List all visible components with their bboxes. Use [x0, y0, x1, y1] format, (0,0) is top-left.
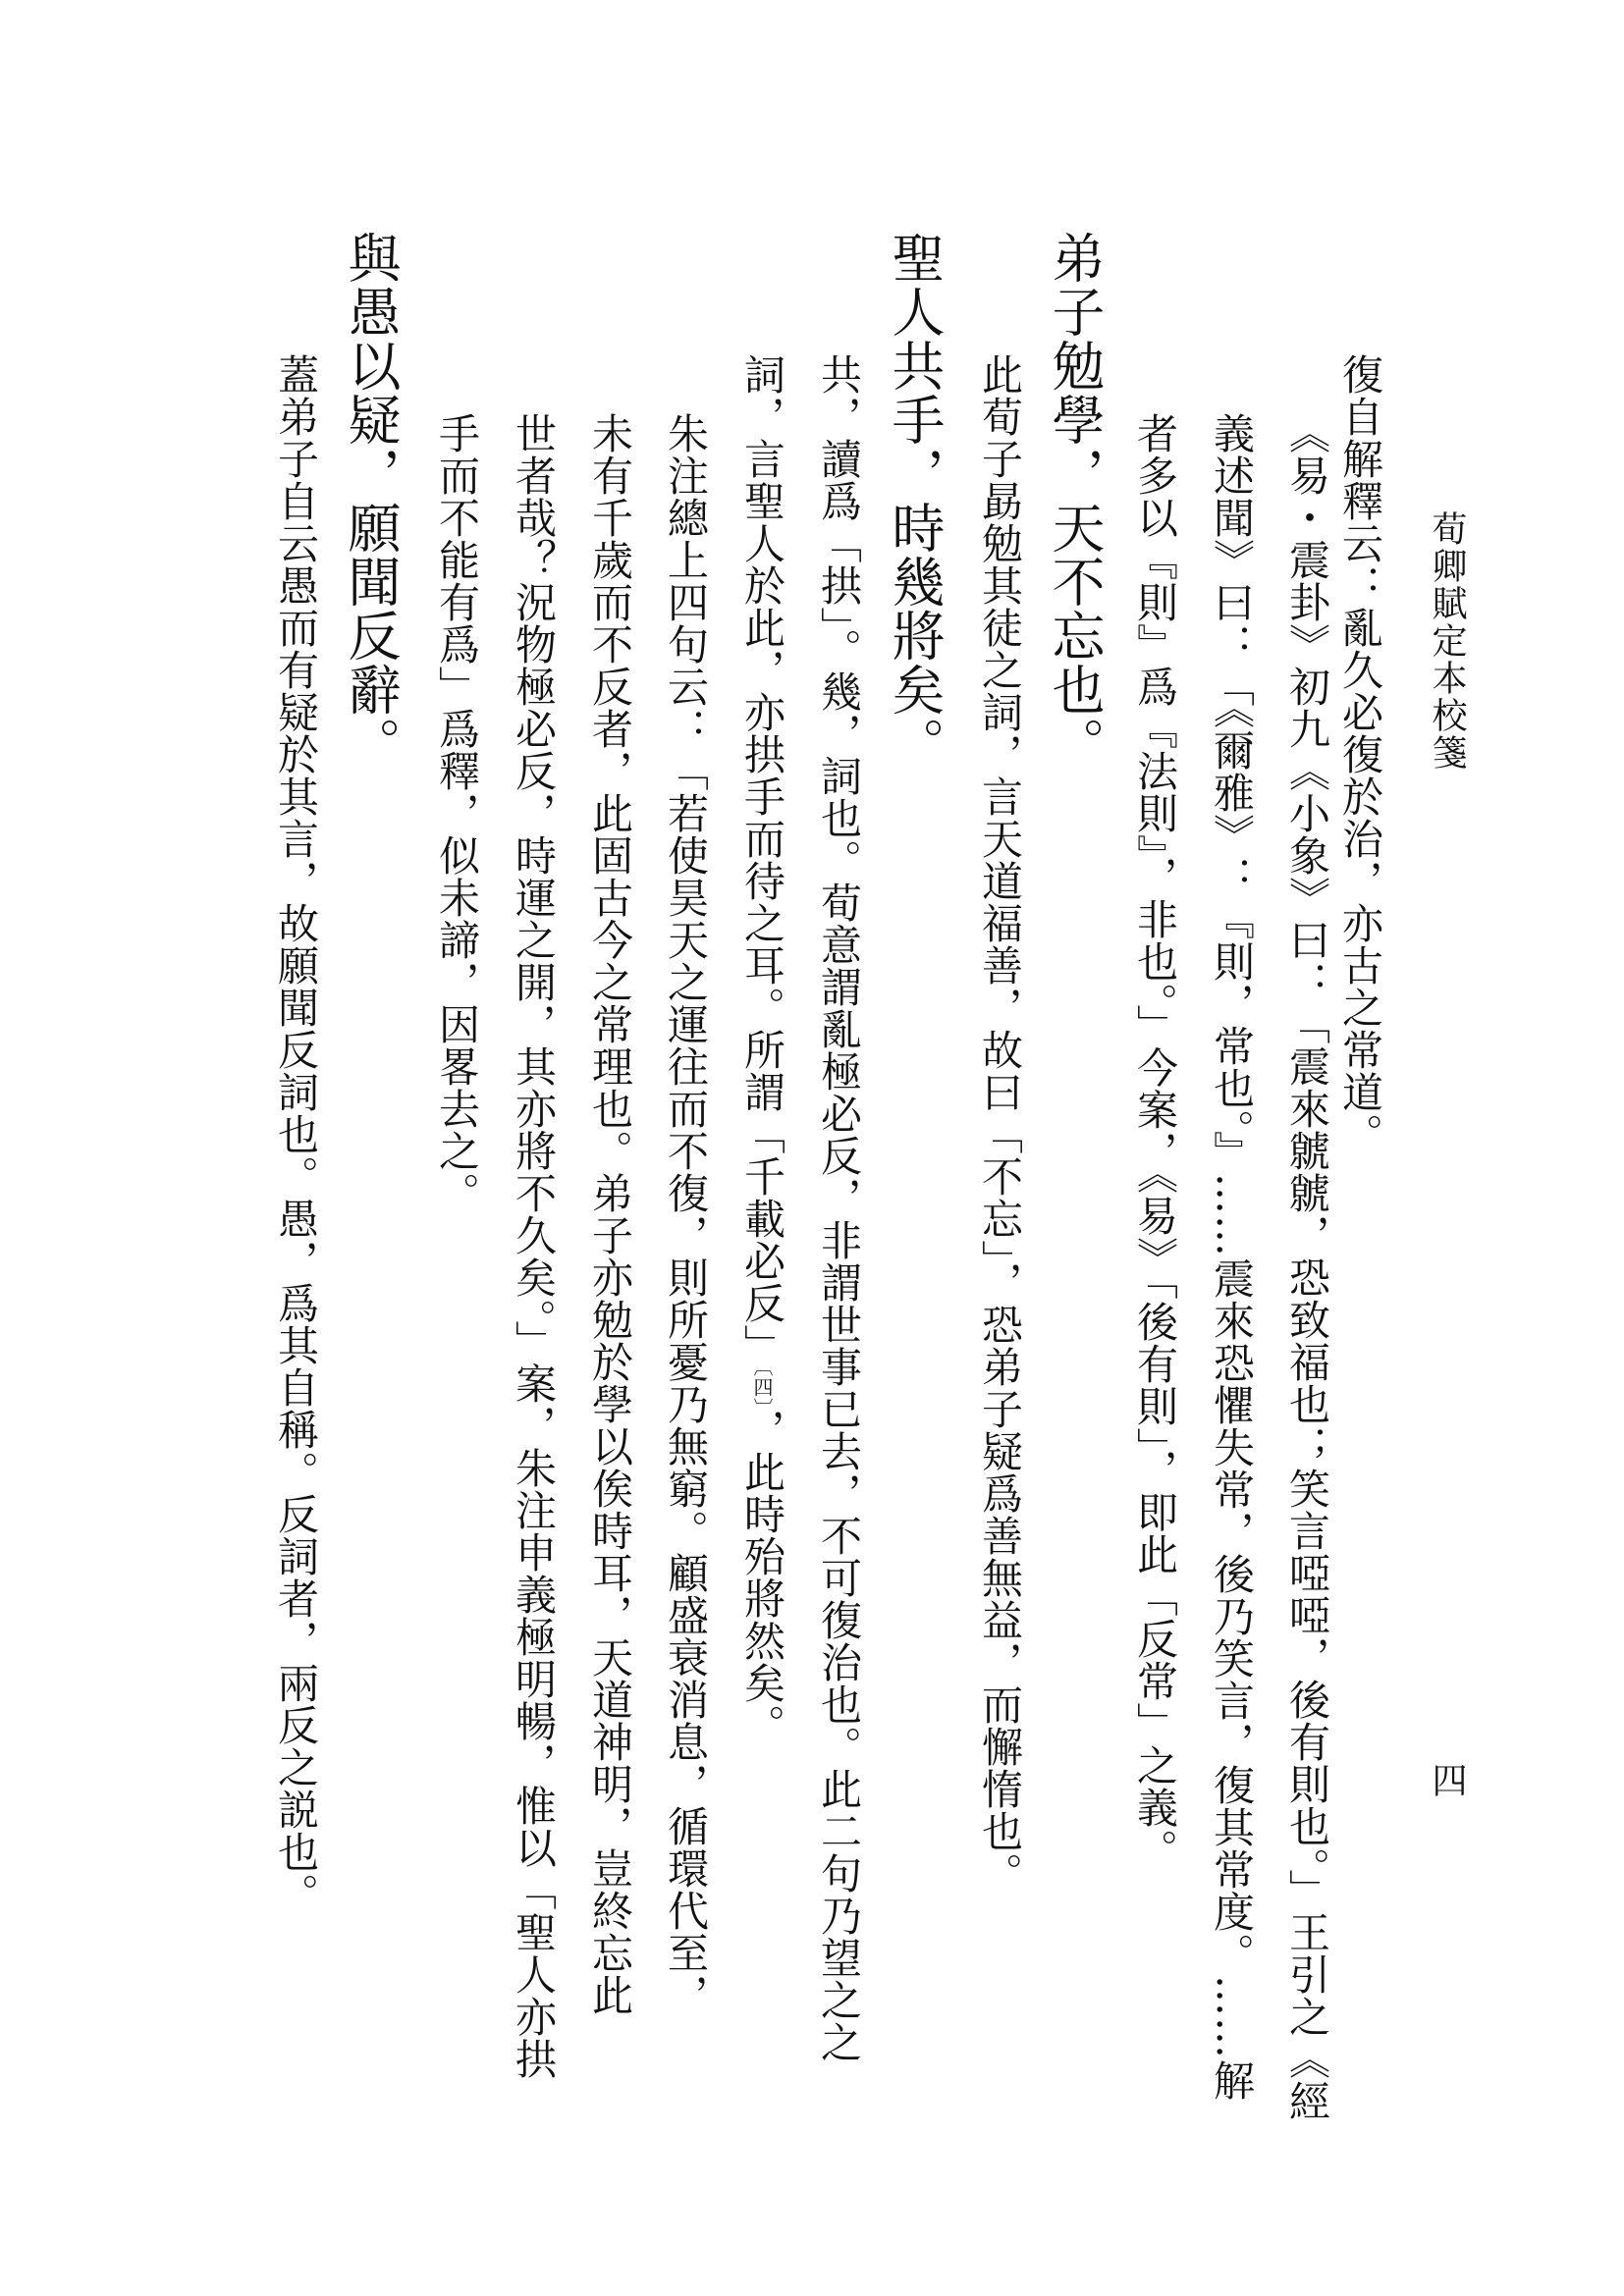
commentary-line: 義述聞》曰：「《爾雅》：『則，常也。』……震來恐懼失常，後乃笑言，復其常度。……解 [1208, 412, 1256, 2102]
commentary-line: 蓋弟子自云愚而有疑於其言，故願聞反詞也。愚，爲其自稱。反詞者，兩反之説也。 [272, 353, 320, 1915]
page-number: 四 [1427, 1762, 1467, 1797]
commentary-line: 手而不能有爲」爲釋，似未諦，因畧去之。 [433, 412, 481, 1214]
commentary-text: 詞，言聖人於此，亦拱手而待之耳。所謂「千載必反」 [738, 353, 786, 1366]
commentary-line: 共，讀爲「拱」。幾，詞也。荀意謂亂極必反，非謂世事已去，不可復治也。此二句乃望之之 [815, 353, 863, 2063]
main-text-line: 弟子勉學，天不忘也。 [1044, 231, 1106, 771]
commentary-line [738, 353, 786, 1746]
footnote-marker: 〔四〕 [750, 1366, 774, 1409]
commentary-line: 者多以『則』爲『法則』，非也。」今案，《易》「後有則」，即此「反常」之義。 [1131, 412, 1179, 1871]
commentary-line: 復自解釋云：亂久必復於治，亦古之常道。 [1336, 353, 1384, 1155]
commentary-line: 《易・震卦》初九《小象》曰：「震來虩虩，恐致福也；笑言啞啞，後有則也。」王引之《經 [1283, 412, 1331, 2122]
commentary-line: 此荀子勗勉其徒之詞，言天道福善，故曰「不忘」，恐弟子疑爲善無益，而懈惰也。 [976, 353, 1024, 1895]
book-title: 荀卿賦定本校箋 [1427, 510, 1467, 772]
commentary-text: ，此時殆將然矣。 [738, 1409, 786, 1746]
commentary-line: 未有千歲而不反者，此固古今之常理也。弟子亦勉於學以俟時耳，天道神明，豈終忘此 [586, 412, 634, 2016]
commentary-line: 朱注總上四句云：「若使昊天之運往而不復，則所憂乃無窮。顧盛衰消息，循環代至， [662, 412, 710, 2016]
main-text-line: 聖人共手，時幾將矣。 [884, 231, 946, 771]
commentary-line: 世者哉？況物極必反，時運之開，其亦將不久矣。」案，朱注申義極明暢，惟以「聖人亦拱 [510, 412, 558, 2080]
main-text-line: 與愚以疑，願聞反辭。 [340, 231, 402, 771]
